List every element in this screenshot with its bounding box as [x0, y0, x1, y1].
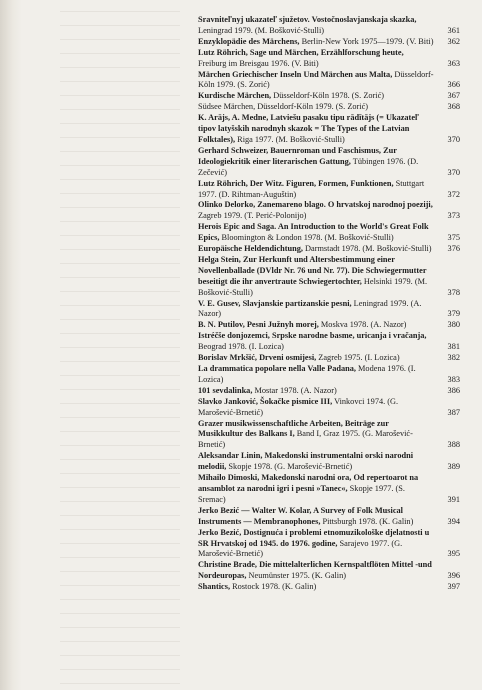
entry-citation [198, 299, 438, 321]
entry-details: Beograd 1978. (I. Lozica) [198, 342, 284, 352]
entry-citation [198, 179, 438, 201]
entry-page-number: 383 [447, 374, 460, 384]
toc-entry [198, 506, 460, 528]
entry-title: Istréčše donjozemci, Srpske narodne basme, uricanja i vračanja, [198, 331, 427, 341]
entry-page-number: 378 [447, 287, 460, 297]
toc-entry [198, 451, 460, 473]
toc-entry [198, 244, 460, 255]
entry-title: Christine Brade, Die mittelalterlichen Kernspaltflöten Mittel -und Nordeuropas, [198, 560, 432, 581]
entry-page-number: 381 [447, 342, 460, 352]
entry-citation [198, 560, 438, 582]
entry-page-number: 394 [447, 516, 460, 526]
entry-page-number: 362 [447, 36, 460, 46]
entry-title: Märchen Griechischer Inseln Und Märchen aus Malta, [198, 69, 393, 79]
entry-details: Pittsburgh 1978. (K. Galin) [320, 516, 414, 526]
entry-details: Helsinki 1979. (M. Bošković-Stulli) [198, 276, 428, 297]
entry-title: Lutz Röhrich, Sage und Märchen, Erzählforschung heute, [198, 47, 404, 57]
entry-title: Olinko Delorko, Zanemareno blago. O hrvatskoj narodnoj poeziji, [198, 200, 433, 210]
entry-details: Mostar 1978. (A. Nazor) [252, 385, 337, 395]
entry-details: Rostock 1978. (K. Galin) [230, 582, 317, 592]
entry-page-number: 372 [447, 189, 460, 199]
entry-citation [198, 582, 438, 593]
entry-citation [198, 506, 438, 528]
entry-page-number: 373 [447, 211, 460, 221]
table-of-contents [198, 15, 460, 593]
entry-page-number: 370 [447, 167, 460, 177]
entry-title: Jerko Bezić — Walter W. Kolar, A Survey of Folk Musical Instruments — Membranophones, [198, 505, 403, 526]
toc-entry [198, 473, 460, 506]
entry-title: Europäische Heldendichtung, [198, 244, 303, 254]
entry-details: Zagreb 1975. (I. Lozica) [316, 353, 400, 363]
entry-title: Aleksandar Linin, Makedonski instrumentalni orski narodni melodii, [198, 451, 414, 472]
toc-entry [198, 37, 460, 48]
entry-page-number: 379 [447, 309, 460, 319]
entry-title: Enzyklopädie des Märchens, [198, 36, 300, 46]
entry-title: Slavko Janković, Šokačke pismice III, [198, 396, 333, 406]
entry-page-number: 367 [447, 91, 460, 101]
toc-entry [198, 331, 460, 353]
entry-citation [198, 37, 438, 48]
entry-citation [198, 419, 438, 452]
entry-page-number: 387 [447, 407, 460, 417]
entry-details: Freiburg im Breisgau 1976. (V. Biti) [198, 58, 319, 68]
entry-page-number: 368 [447, 102, 460, 112]
entry-details: Band I, Graz 1975. (G. Marošević-Brnetić) [198, 429, 413, 450]
entry-title: Shantics, [198, 582, 231, 592]
entry-details: Riga 1977. (M. Bošković-Stulli) [235, 134, 345, 144]
facing-page-bleed-through [60, 0, 180, 690]
toc-entry [198, 179, 460, 201]
toc-entry [198, 113, 460, 146]
toc-entry [198, 102, 460, 113]
entry-citation [198, 15, 438, 37]
entry-details: Modena 1976. (I. Lozica) [198, 364, 416, 384]
entry-details: Moskva 1978. (A. Nazor) [318, 320, 407, 330]
entry-citation [198, 146, 438, 179]
page-gutter-shadow [0, 0, 22, 690]
entry-title: B. N. Putilov, Pesni Južnyh morej, [198, 320, 319, 330]
toc-entry [198, 364, 460, 386]
entry-details: Bloomington & London 1978. (M. Bošković-Stulli) [219, 233, 394, 243]
entry-title: Jerko Bezić, Dostignuća i problemi etnomuzikološke djelatnosti u SR Hrvatskoj od 1945. do 1976. godine, [198, 527, 430, 548]
toc-entry [198, 255, 460, 299]
entry-citation [198, 451, 438, 473]
entry-citation [198, 48, 438, 70]
entry-citation [198, 473, 438, 506]
toc-entry [198, 70, 460, 92]
toc-entry [198, 91, 460, 102]
entry-details: Berlin-New York 1975—1979. (V. Biti) [299, 36, 434, 46]
toc-entry [198, 222, 460, 244]
entry-page-number: 396 [447, 571, 460, 581]
entry-title: Herois Epic and Saga. An Introduction to the World's Great Folk Epics, [198, 222, 429, 243]
entry-title: Gerhard Schweizer, Bauernroman und Faschismus, Zur Ideologiekritik einer literarischen Gattung, [198, 145, 397, 166]
entry-title: Lutz Röhrich, Der Witz. Figuren, Formen, Funktionen, [198, 178, 394, 188]
entry-details: Neumünster 1975. (K. Galin) [246, 571, 347, 581]
entry-citation [198, 70, 438, 92]
entry-title: V. E. Gusev, Slavjanskie partizanskie pesni, [198, 298, 352, 308]
toc-entry [198, 299, 460, 321]
entry-citation [198, 320, 438, 331]
entry-citation [198, 386, 438, 397]
entry-page-number: 370 [447, 134, 460, 144]
entry-title: Mihailo Dimoski, Makedonski narodni ora, Od repertoarot na ansamblot za narodni igri i pesni »Tanec«, [198, 473, 419, 493]
entry-citation [198, 528, 438, 561]
entry-citation [198, 244, 438, 255]
entry-title: La drammatica popolare nella Valle Padana, [198, 364, 356, 373]
entry-citation [198, 102, 438, 113]
entry-citation [198, 222, 438, 244]
entry-citation [198, 200, 438, 222]
toc-entry [198, 48, 460, 70]
entry-details: Skopje 1978. (G. Marošević-Brnetić) [226, 462, 353, 472]
entry-details: Darmstadt 1978. (M. Bošković-Stulli) [302, 244, 432, 254]
entry-details: Leningrad 1979. (M. Bošković-Stulli) [198, 25, 325, 35]
entry-title: K. Arājs, A. Medne, Latviešu pasaku tipu rādītājs (= Ukazateľ tipov latyšskih narodnyh skazok = The Types of the Latvian Folktales), [198, 113, 419, 144]
toc-entry [198, 419, 460, 452]
entry-details: Stuttgart 1977. (D. Rihtman-Auguštin) [198, 178, 425, 199]
entry-page-number: 380 [447, 320, 460, 330]
entry-citation [198, 255, 438, 299]
toc-entry [198, 582, 460, 593]
entry-title: Sravniteľnyj ukazateľ sjužetov. Vostočnoslavjanskaja skazka, [198, 15, 417, 24]
entry-details: Tübingen 1976. (D. Zečević) [198, 156, 419, 177]
entry-page-number: 366 [447, 80, 460, 90]
entry-details: Düsseldorf-Köln 1978. (S. Zorić) [271, 91, 385, 101]
entry-page-number: 375 [447, 233, 460, 243]
toc-entry [198, 397, 460, 419]
toc-entry [198, 146, 460, 179]
entry-page-number: 388 [447, 440, 460, 450]
entry-page-number: 397 [447, 582, 460, 592]
entry-details: Südsee Märchen, Düsseldorf-Köln 1979. (S. Zorić) [198, 102, 369, 112]
entry-page-number: 386 [447, 385, 460, 395]
entry-details: Vinkovci 1974. (G. Marošević-Brnetić) [198, 396, 399, 417]
entry-title: Helga Stein, Zur Herkunft und Altersbestimmung einer Novellenballade (DVldr Nr. 76 und Nr. 77). Die Schwiegermutter beseitigt die ihr anvertraute Schwiegertochter, [198, 254, 427, 286]
entry-details: Düsseldorf-Köln 1979. (S. Zorić) [198, 69, 434, 90]
entry-citation [198, 91, 438, 102]
entry-details: Skopje 1977. (S. Sremac) [198, 483, 405, 504]
entry-details: Zagreb 1979. (T. Perić-Polonijo) [198, 211, 307, 221]
entry-citation [198, 364, 438, 386]
entry-citation [198, 113, 438, 146]
entry-citation [198, 331, 438, 353]
toc-entry [198, 528, 460, 561]
entry-page-number: 395 [447, 549, 460, 559]
entry-page-number: 382 [447, 353, 460, 363]
entry-page-number: 363 [447, 58, 460, 68]
entry-citation [198, 353, 438, 364]
toc-entry [198, 386, 460, 397]
entry-title: Kurdische Märchen, [198, 91, 272, 101]
entry-title: Borislav Mrkšić, Drveni osmijesi, [198, 353, 317, 363]
entry-page-number: 389 [447, 462, 460, 472]
toc-entry [198, 200, 460, 222]
entry-details: Leningrad 1979. (A. Nazor) [198, 298, 422, 319]
entry-page-number: 376 [447, 244, 460, 254]
toc-entry [198, 15, 460, 37]
entry-page-number: 391 [447, 494, 460, 504]
toc-entry [198, 353, 460, 364]
entry-citation [198, 397, 438, 419]
entry-details: Sarajevo 1977. (G. Marošević-Brnetić) [198, 538, 403, 559]
entry-page-number: 361 [447, 25, 460, 35]
entry-title: Grazer musikwissenschaftliche Arbeiten, Beiträge zur Musikkultur des Balkans I, [198, 418, 389, 439]
toc-entry [198, 320, 460, 331]
toc-entry [198, 560, 460, 582]
entry-title: 101 sevdalinka, [198, 385, 253, 395]
